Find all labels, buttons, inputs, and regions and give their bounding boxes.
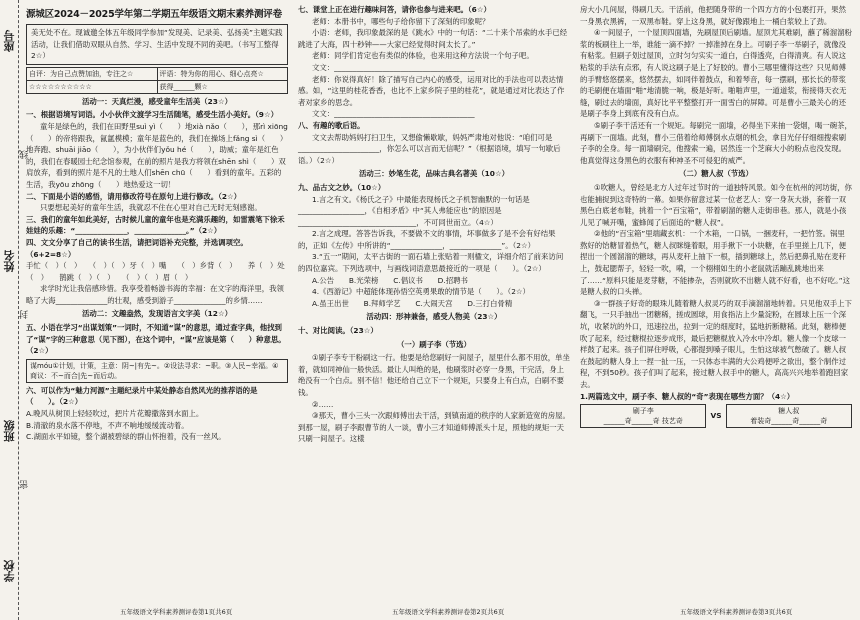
passage-2-para-3: ③一群孩子好奇的眼珠儿随着糖人叔灵巧的双手滴溜溜地转着。只见他双手上下翻飞，一只手抽出一团糖稀，搓成圆球，用食指沾上少量淀粉，在圆球上压一个深坑，收紧坑的外口，迅速拉出，拉到一定的细度时，猛地折断糖稀。此刻，糖棒便吹了起来，经过糖棍拉逐步成形，最后把糖棍放入冷水中冷却。糖人像一个皮球一样鼓了起来。孩子们屏住呼吸，心都提到嗓子眼儿，生怕这球被气憋破了。糖人叔在鼓起的糖人身上一捏一扯一压，一只体态丰满的大公鸡便呼之欲出，整个制作过程，不到50秒。孩子们叫了起来，接过糖人叔手中的糖人，高高兴兴地举着跑回家去。 xyxy=(580,298,852,389)
question-8: 八、有趣的歌后语。 xyxy=(298,120,365,130)
page-3 xyxy=(580,4,852,428)
passage-1-para-4: ④一间屋子，一个屋顶四面墙，先刷屋顶后刷墙。屋顶尤其难刷，蘸了稀溜溜粉浆的板刷往上一举，谁能一滴不掉？一掉准掉在身上。可刷子李一举刷子，就像没有粘浆。但刷子划过屋顶，立时匀匀实实一道白，白得透亮，白得清爽。有人说这粘浆的手法有点邪，有人说这刷子是上了好胶的。曹小三哪里懂得这些？只见师傅的手臂悠悠摆来，悠然摆去，如同伴着鼓点，和着琴音，每一摆刷，那长长的带浆的毛刷便在墙面“啪”地清脆一响，极是好听。啪啪声里，一道道浆，衔接得天衣无缝，刷过去的墙面，真好比平平整整打开一面雪白的屏障。可是曹小三最关心的还是刷子李身上到底有没有白点。 xyxy=(580,28,852,119)
page-1 xyxy=(26,4,288,443)
final-question: 1.两篇选文中，刷子李、糖人叔的“奇”表现在哪些方面？（4☆） xyxy=(580,391,795,401)
question-9-4-options[interactable]: A.虽王出世 B.拜师学艺 C.大闹天宫 D.三打白骨精 xyxy=(312,298,513,308)
footer-page-3: 五年级语文学科素养测评卷第3页共6页 xyxy=(680,608,793,616)
intro-box: 美无处不在。现诚邀全体五年级同学参加“发现美、记录美、弘扬美”主题实践活动，让我们借助双眼从自然、学习、生活中发现不同的美吧。（书写工整得2☆） xyxy=(26,24,288,65)
question-10: 十、对比阅读。（23☆） xyxy=(298,326,378,336)
question-8-text[interactable]: 文文去帮助妈妈打扫卫生，又想偷懒歇歇，妈妈严肃地对他说：“咱们可是______________________，你怎么可以言而无信呢？”（根据语境，填写一句歇后语。）（2☆） xyxy=(298,132,561,165)
passage-2-title: （二）糖人叔（节选） xyxy=(679,169,753,179)
school-label: 学校 xyxy=(3,560,16,582)
passage-1-para-3: ③那天，曹小三头一次跟师傅出去干活，到镇南道的秩序的人家新造宽的房屋。到那一屋，刷子李跟曹节的人一谈，曹小三才知道师傅派头十足，照他的规矩一天只刷一间屋子。这樣 xyxy=(298,411,570,444)
question-2: 二、下面是小语的感悟，请用修改符号在原句上进行修改。（2☆） xyxy=(26,191,242,201)
activity-2-heading: 活动二：文趣盎然，发现语言文字美（12☆） xyxy=(82,309,232,319)
self-eval-right: 评语：特为你的用心、细心点亮☆ xyxy=(157,67,288,80)
question-4: 四、文文分享了自己的读书生活，请把词语补充完整，并选调项空。（6+2=8☆） xyxy=(26,237,248,259)
question-9-3-options[interactable]: A.公告 B.光荣榜 C.倡议书 D.招聘书 xyxy=(312,275,468,285)
option-6c[interactable]: C.湖面水平如镜，整个湖被碧绿的群山怀抱着，没有一丝风。 xyxy=(26,432,226,442)
score-cell[interactable]: 获得______颗☆ xyxy=(157,80,288,93)
self-eval-left: 自评：为自己点赞加油，专注之☆ xyxy=(27,67,158,80)
question-7: 七、课堂上正在进行趣味问答，请你也参与进来吧。（6☆） xyxy=(298,5,491,14)
question-5[interactable]: 五、小语在学习“出谋划策”一词时，不知道“谋”的意思，通过查字典，他找到了“谋”字的三种意思（见下图），在这个词中，“谋”应该是第（ ）种意思。（2☆） xyxy=(26,323,286,356)
exam-title: 源城区2024－2025学年第二学期五年级语文期末素养测评卷 xyxy=(26,9,282,20)
passage-1-title: （一）刷子李（节选） xyxy=(397,339,471,349)
brush-li-box[interactable] xyxy=(580,404,706,428)
dictionary-box: 谋móu①计划，计策，主意：阴~|有先~。②设法寻求：~职。③人民~幸福。④商议：不~而合|先~而后动。 xyxy=(26,359,288,383)
q7-teacher-2: 老师：同学们肯定也有类似的体验，也来用这种方法说一个句子吧。 xyxy=(312,51,534,61)
option-6b[interactable]: B.清澈的泉水落不停地，不声不响地缓缓流动着。 xyxy=(26,420,189,430)
seal-mark: 封 xyxy=(20,310,30,319)
seat-label: 座号 xyxy=(3,30,16,52)
passage-1-para-3-cont: 房大小几间屋，得刷几天。干活前，他把随身带的一个四方方的小包裹打开，果然一身黑衣黑裤，一双黑布鞋。穿上这身黑，就好像跟地上一桶白浆较上了劲。 xyxy=(580,5,847,26)
question-1-text: 童年是绿色的，我们在田野里suì yì（ ）地xià nǎo（ ），那rì xiōng（ ）的帝将跟我，氤氲模模；童年是蓝色的，我们在操场上fǎng sì（ ）地奔跑、shuāi jiāo（ ），为小伙伴们yǒu hé（ ），助威；童年是红色的，我们在春暖园士纪念馆参观，在前的照片是我方将领在shēn shì（ ）双肩放弃，看到的照片是不凡的土地人们shēn chū（ ）看到的童年。五彩的生活，我yōu zhōng（ ）地热爱这一切！ xyxy=(26,121,288,189)
class-label: 班级 xyxy=(3,420,16,442)
question-4-text[interactable]: 求学时光让我倍感珍惜。我享受着畅游书海的幸福：在文字的海洋里，我领略了大海______________的壮观，感受到游子______________的乡情…… xyxy=(26,284,284,305)
brush-li-blanks[interactable]: ______奇______奇 技艺奇 xyxy=(603,417,683,426)
footer-page-1: 五年级语文学科素养测评卷第1页共6页 xyxy=(120,608,233,616)
passage-1-para-5: ⑤刷子李干活还有一个规矩。每刷完一面墙，必得坐下来抽一袋烟，喝一碗茶，再刷下一面墙。此刻，曹小三借着给师傅倒水点烟的机会，拿目光仔仔细细搜索刷子李的全身。每一面墙刷完，他搜索一遍，居然连一个芝麻大小的粉点也没发现。他真觉得这身黑色的衣服有种神圣不可侵犯的威严。 xyxy=(580,120,852,165)
passage-1-para-1: ①刷子李专干粉刷这一行。他要是给您刷好一间屋子，屋里什么都不用放，单坐着，就如同神仙一般快活。最让人叫绝的是，他刷浆时必穿一身黑，干完活，身上绝没有一个白点。别不信！他还给自己立下一个规矩，只要身上有白点，白刷不要钱。 xyxy=(298,353,570,397)
question-9: 九、品古文之妙。（10☆） xyxy=(298,182,386,192)
passage-2-para-1: ①吹糖人，曾经是北方人过年过节时的一道独特风景。如今在杭州的河坊街，你也能捕捉到这奇特的一幕。如果你留意过某一位老艺人：穿一身灰大褂，套着一双黑色白底老布鞋，挑着一个“百宝箱”，带着刷溜的糖人走街串巷。那人，就是小孩儿见了喊开嘴，蜜蜂闻了后面追的“糖人叔”。 xyxy=(580,182,852,227)
footer-page-2: 五年级语文学科素养测评卷第2页共6页 xyxy=(392,608,505,616)
name-label: 姓名 xyxy=(3,250,16,272)
question-9-4[interactable]: 4.《西游记》中超能体现孙悟空英勇果敢的情节是（ ）。（2☆） xyxy=(312,287,530,297)
question-6[interactable]: 六、可以作为“魅力河源”主题纪录片中某处静态自然风光的推荐语的是（ ）。（2☆） xyxy=(26,385,258,407)
q7-student-1: 小语：老师，我印象最深的是《跳水》中的一句话：“二十来个吊索的水手已经跳进了大海，四十秒钟——大家已经觉得时间太长了。” xyxy=(298,28,568,49)
star-row[interactable]: ☆☆☆☆☆☆☆☆☆☆ xyxy=(27,80,158,93)
candy-uncle-title: 糖人叔 xyxy=(778,407,800,416)
question-9-2[interactable]: 2.言之成理。答答告诉我，不要做不文的事情，坏事做多了是不会有好结果的，正如《左传》中所讲的“______________，______________”。（2☆） xyxy=(298,229,556,250)
question-1: 一、根据语境写词语。小小伙伴文渡学习生活随笔，感受生活小美好。（9☆） xyxy=(26,110,278,120)
question-3[interactable]: 三、我们的童年如此美好，古时候儿童的童年也是充满乐趣的，如雷震笔下徐禾娃娃的乐趣：“______________，______________。”（2☆） xyxy=(26,214,285,236)
q7-teacher-1: 老师：本册书中，哪些句子给你留下了深刻的印象呢？ xyxy=(312,16,490,26)
passage-2-para-2: ②他的“百宝箱”里端藏玄机：一个木箱，一口锅，一捆麦秆，一把竹签。锅里熬好的饴糖冒着热气，糖人叔眯缝着眼，用手揪下一小块糖，在手里搓上几下，便捏出一个圆溜溜的糖球，再从麦秆上抽下一根，插到糖球上，然后把鼻孔贴在麦秆上，鼓起腮帮子，轻轻一吹，嗬，一个栩栩如生的小老鼠就活蹦乱跳地出来了……“原料只能是麦芽糖，不能掺杂，否则就吹不出糖人就不好看，也不好吃。”这是糖人叔的口头禅。 xyxy=(580,229,851,297)
binding-strip xyxy=(0,0,19,620)
brush-li-title: 刷子李 xyxy=(632,407,654,416)
candy-uncle-box[interactable] xyxy=(726,404,852,428)
line-mark: 线 xyxy=(20,150,30,159)
option-6a[interactable]: A.晚风从树顶上轻轻吹过，把片片花瓣撒落到水面上。 xyxy=(26,409,204,419)
passage-1-para-2: ②…… xyxy=(312,399,334,409)
question-9-3[interactable]: 3.“五一”期间，太平古街的一面石墙上张贴着一则楹文，详细介绍了前来访问的四位嘉宾。下列选项中，与画线词语意思最接近的一项是（ ）。（2☆） xyxy=(298,252,564,274)
q7-teacher-3: 老师：你说得真好！除了描写自己内心的感受，运用对比的手法也可以表达情感。如，“这里的桂花香香，也比不上家乡院子里的桂花”，就是通过对比表达了作者对家乡的思念。 xyxy=(298,74,565,107)
secret-mark: 密 xyxy=(20,480,30,489)
activity-4-heading: 活动四：形神兼备，感受人物美（23☆） xyxy=(366,312,502,322)
q7-wen-answer-1[interactable]: 文文：______________________________________ xyxy=(312,62,475,72)
activity-3-heading: 活动三：妙笔生花，品味古典名著美（10☆） xyxy=(359,169,509,179)
self-eval-table xyxy=(26,67,288,94)
candy-uncle-blanks[interactable]: 着装奇______奇______奇 xyxy=(750,417,828,426)
vs-label: VS xyxy=(710,411,722,421)
comparison-boxes xyxy=(580,404,852,428)
page-2 xyxy=(298,4,570,445)
activity-1-heading: 活动一：天真烂漫，感受童年生活美（23☆） xyxy=(82,96,232,106)
question-2-text[interactable]: 只要想起美好的童年生活，我就忍不住在心里对自己无时无刻感谢。 xyxy=(40,203,262,213)
q7-wen-answer-2[interactable]: 文文：______________________________________ xyxy=(312,109,475,119)
question-4-words[interactable]: 手忙（ ）（ ） （ ）（ ）牙（ ）嘴 （ ）乡背（ ） 养（ ）处（ ） 鹊跳（ ）（ ） （ ）（ ）眉（ ） xyxy=(26,261,285,282)
question-9-1[interactable]: 1.言之有文。《杨氏之子》中最能表现杨氏之子机智幽默的一句话是__________________，《自相矛盾》中“其人弗能应也”的原因是________________________________，不可同世而立。（4☆） xyxy=(298,194,530,227)
